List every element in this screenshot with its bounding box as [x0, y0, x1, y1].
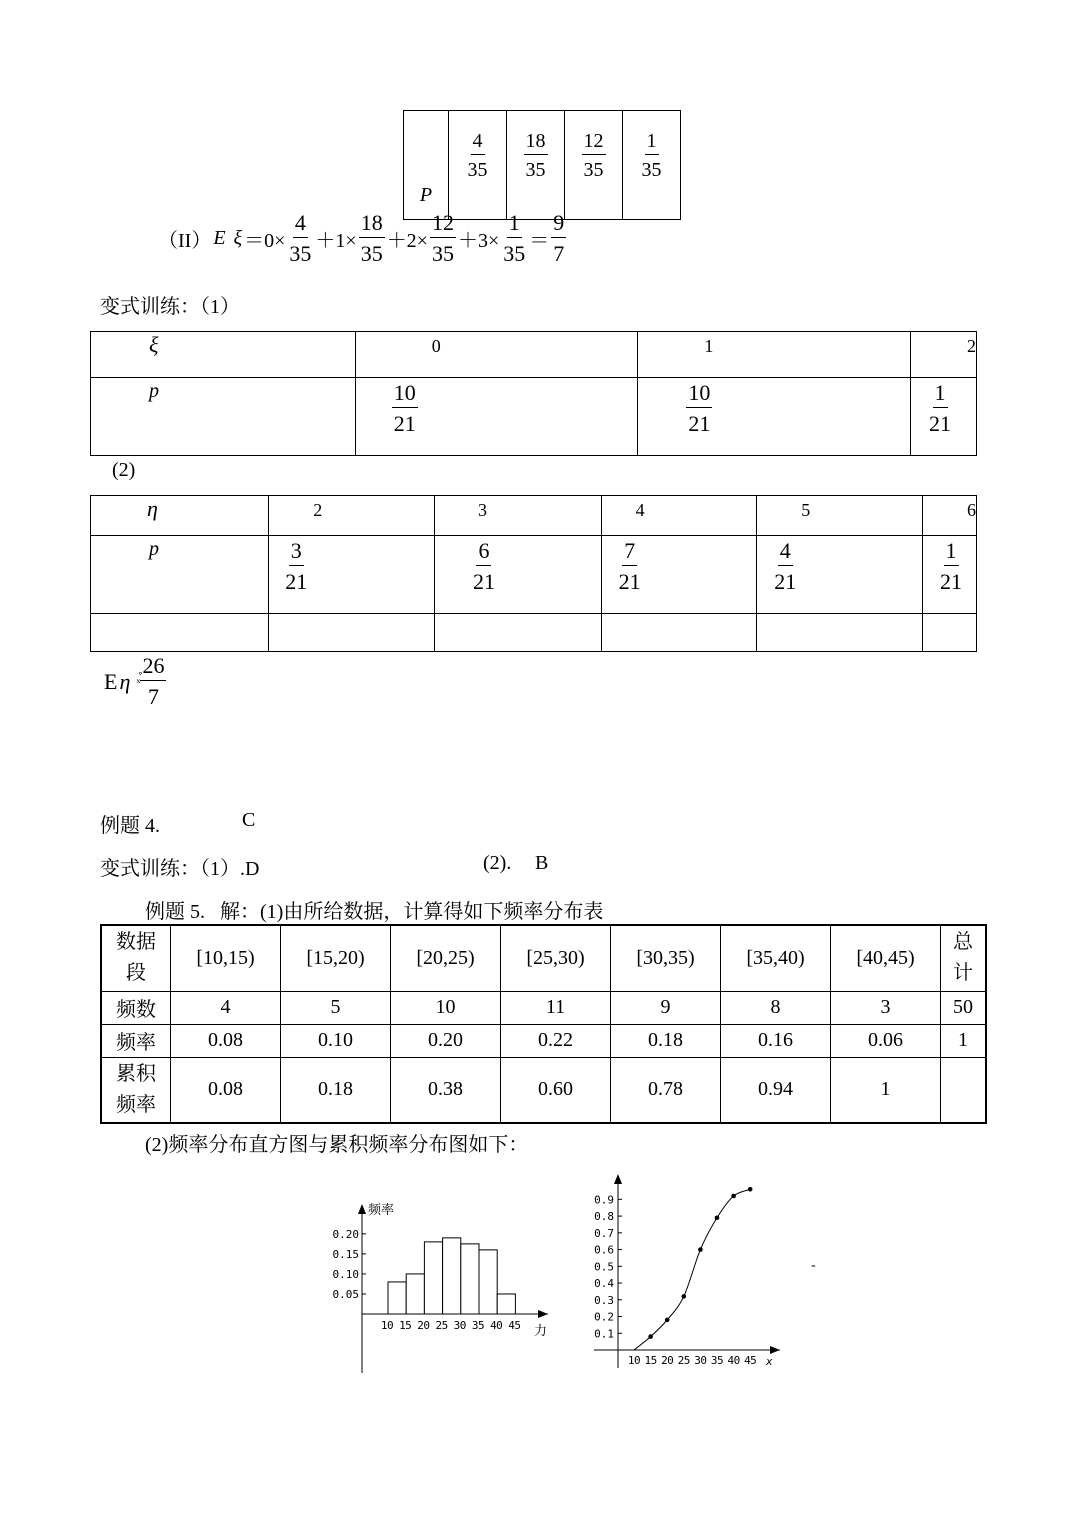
- data-point: [731, 1194, 736, 1199]
- count-cell: 50: [941, 991, 987, 1024]
- p-label: p: [149, 380, 159, 402]
- denominator: 35: [431, 241, 454, 266]
- example4-label: 例题 4.: [100, 815, 160, 837]
- row-label-cell: [101, 1057, 171, 1123]
- numerator: 10: [392, 382, 418, 408]
- numerator: 4: [471, 131, 485, 155]
- total-header-cell: [941, 925, 987, 991]
- histogram-bar: [461, 1244, 479, 1314]
- e-symbol: E: [213, 227, 226, 249]
- freq-cell: 0.20: [391, 1024, 501, 1057]
- denominator: 21: [285, 569, 308, 594]
- fraction-cell: [623, 111, 681, 220]
- part2-label: (2): [112, 459, 136, 481]
- row-label-bottom: 频率: [116, 1093, 156, 1116]
- top-probability-table: [403, 110, 681, 220]
- variant2-answer2: B: [535, 852, 549, 874]
- cum-cell: 1: [831, 1057, 941, 1123]
- fraction: [430, 212, 456, 265]
- fraction: [927, 382, 953, 435]
- y-tick-label: 0.05: [332, 1287, 359, 1301]
- row-label: 频率: [101, 1024, 171, 1057]
- data-point: [665, 1318, 670, 1323]
- fraction-cell: [355, 378, 638, 456]
- numerator: 12: [582, 131, 606, 155]
- y-tick-label: 0.8: [594, 1210, 614, 1224]
- denominator: 35: [360, 241, 383, 266]
- empty-cell: [269, 614, 435, 652]
- x-tick-label: 30: [453, 1319, 466, 1332]
- frequency-table: [100, 924, 987, 1124]
- x-axis-arrow-icon: [770, 1346, 780, 1354]
- fraction-cell: [911, 378, 977, 456]
- value-cell: 0: [355, 332, 638, 378]
- fraction: [772, 540, 798, 593]
- denominator: 21: [472, 569, 495, 594]
- fraction: [501, 212, 527, 265]
- freq-cell: 0.10: [281, 1024, 391, 1057]
- denominator: 21: [618, 569, 641, 594]
- fraction-cell: [434, 536, 601, 614]
- fraction: [524, 131, 548, 180]
- operator: ＋2×: [386, 230, 428, 252]
- e-eta-formula: [104, 655, 166, 708]
- x-tick-label: 20: [661, 1354, 674, 1367]
- numerator: 9: [551, 212, 566, 238]
- fraction: [686, 382, 712, 435]
- count-cell: 5: [281, 991, 391, 1024]
- fraction: [359, 212, 385, 265]
- row-label-top: 累积: [116, 1062, 156, 1085]
- y-tick-label: 0.5: [594, 1260, 614, 1274]
- denominator: 35: [289, 241, 312, 266]
- denominator: 21: [940, 569, 962, 594]
- interval-cell: [35,40): [721, 925, 831, 991]
- numerator: 1: [507, 212, 522, 238]
- y-axis-title: 频率: [368, 1203, 395, 1218]
- count-cell: 8: [721, 991, 831, 1024]
- fraction: [551, 212, 566, 265]
- freq-cell: 0.22: [501, 1024, 611, 1057]
- denominator: 7: [147, 684, 159, 709]
- row-label-cell: [404, 111, 449, 220]
- interval-cell: [40,45): [831, 925, 941, 991]
- x-tick-label: 25: [435, 1319, 448, 1332]
- p-label: p: [149, 538, 159, 560]
- freq-cell: 0.06: [831, 1024, 941, 1057]
- fraction: [287, 212, 313, 265]
- figure-caption: (2)频率分布直方图与累积频率分布图如下：: [145, 1134, 529, 1156]
- x-tick-label: 35: [471, 1319, 485, 1332]
- numerator: 26: [140, 655, 166, 681]
- numerator: 1: [645, 131, 659, 155]
- numerator: 4: [293, 212, 308, 238]
- data-point: [715, 1215, 720, 1220]
- eta-distribution-table: [90, 495, 977, 652]
- fraction-cell: [923, 536, 977, 614]
- empty-cell: [601, 614, 757, 652]
- interval-cell: [20,25): [391, 925, 501, 991]
- x-tick-label: 30: [694, 1354, 707, 1367]
- header-label-cell: [101, 925, 171, 991]
- histogram-bar: [443, 1238, 461, 1314]
- empty-cell: [434, 614, 601, 652]
- numerator: 18: [524, 131, 548, 155]
- value-cell: 6: [923, 496, 977, 536]
- fraction: [582, 131, 606, 180]
- variant1-title: 变式训练：（1）: [100, 296, 240, 318]
- row-label: P: [419, 184, 433, 206]
- interval-cell: [25,30): [501, 925, 611, 991]
- y-tick-label: 0.2: [594, 1310, 614, 1324]
- x-tick-label: 35: [710, 1354, 724, 1367]
- x-tick-label: 45: [744, 1354, 757, 1367]
- y-tick-label: 0.6: [594, 1243, 614, 1257]
- numerator: 10: [686, 382, 712, 408]
- x-axis-title: x: [766, 1355, 773, 1368]
- xi-distribution-table: [90, 331, 977, 456]
- operator: ＝: [529, 230, 550, 252]
- expectation-formula: [158, 212, 566, 265]
- numerator: 3: [289, 540, 304, 566]
- denominator: 21: [393, 411, 416, 436]
- fraction: [640, 131, 664, 180]
- fraction-cell: [565, 111, 623, 220]
- operator: ＋3×: [457, 230, 500, 252]
- interval-cell: [30,35): [611, 925, 721, 991]
- x-tick-label: 15: [644, 1354, 657, 1367]
- count-cell: 9: [611, 991, 721, 1024]
- histogram-bar: [388, 1282, 406, 1314]
- freq-cell: 0.16: [721, 1024, 831, 1057]
- numerator: 18: [359, 212, 385, 238]
- cum-cell: 0.94: [721, 1057, 831, 1123]
- value-cell: 1: [638, 332, 911, 378]
- empty-cell: [757, 614, 923, 652]
- fraction: [617, 540, 643, 593]
- xi-label-cell: [91, 332, 356, 378]
- total-label-bottom: 计: [953, 962, 973, 985]
- count-cell: 4: [171, 991, 281, 1024]
- header-label-top: 数据: [116, 931, 156, 954]
- interval-cell: [10,15): [171, 925, 281, 991]
- fraction: [466, 131, 490, 180]
- x-tick-label: 40: [490, 1319, 503, 1332]
- histogram-bar: [406, 1274, 424, 1314]
- freq-cell: 0.08: [171, 1024, 281, 1057]
- data-point: [682, 1294, 687, 1299]
- y-tick-label: 0.9: [594, 1193, 614, 1207]
- e-symbol: E: [104, 668, 118, 694]
- data-point: [748, 1187, 753, 1192]
- value-cell: 2: [911, 332, 977, 378]
- x-tick-label: 10: [627, 1354, 641, 1367]
- numerator: 4: [778, 540, 793, 566]
- interval-cell: [15,20): [281, 925, 391, 991]
- denominator: 35: [467, 158, 488, 181]
- operator: ＝0×: [244, 230, 286, 252]
- denominator: 21: [688, 411, 711, 436]
- xi-label: ξ: [149, 332, 159, 357]
- x-tick-label: 10: [380, 1319, 394, 1332]
- denominator: 35: [641, 158, 662, 181]
- numerator: 6: [476, 540, 491, 566]
- denominator: 21: [929, 411, 951, 436]
- cum-cell: 0.18: [281, 1057, 391, 1123]
- y-axis-arrow-icon: [358, 1204, 366, 1214]
- freq-cell: 1: [941, 1024, 987, 1057]
- denominator: 35: [525, 158, 546, 181]
- value-cell: 2: [269, 496, 435, 536]
- y-tick-label: 0.4: [594, 1277, 614, 1291]
- x-axis-arrow-icon: [538, 1310, 548, 1318]
- value-cell: 3: [434, 496, 601, 536]
- cumulative-curve: [634, 1189, 750, 1350]
- operator: ＋1×: [315, 230, 357, 252]
- fraction: [140, 655, 166, 708]
- part-label: （II）: [158, 230, 212, 252]
- numerator: 1: [933, 382, 948, 408]
- cum-cell: [941, 1057, 987, 1123]
- stray-mark: -: [811, 1258, 816, 1273]
- total-label-top: 总: [953, 931, 973, 954]
- y-tick-label: 0.15: [332, 1247, 359, 1261]
- fraction-cell: [601, 536, 757, 614]
- xi-symbol: ξ: [233, 227, 243, 249]
- fraction-cell: [757, 536, 923, 614]
- denominator: 7: [553, 241, 565, 266]
- x-tick-label: 15: [399, 1319, 412, 1332]
- y-tick-label: 0.3: [594, 1293, 614, 1307]
- count-cell: 10: [391, 991, 501, 1024]
- variant2-part2: (2).: [483, 852, 512, 874]
- freq-cell: 0.18: [611, 1024, 721, 1057]
- numerator: 12: [430, 212, 456, 238]
- fraction-cell: [507, 111, 565, 220]
- denominator: 21: [774, 569, 797, 594]
- x-tick-label: 40: [727, 1354, 740, 1367]
- numerator: 7: [622, 540, 637, 566]
- empty-cell: [923, 614, 977, 652]
- fraction-cell: [449, 111, 507, 220]
- row-label: 频数: [101, 991, 171, 1024]
- value-cell: 4: [601, 496, 757, 536]
- denominator: 35: [583, 158, 604, 181]
- data-point: [698, 1247, 703, 1252]
- fraction-cell: [638, 378, 911, 456]
- histogram-bar: [479, 1250, 497, 1314]
- x-tick-label: 45: [508, 1319, 521, 1332]
- eta-label: η: [147, 496, 158, 521]
- denominator: 35: [503, 241, 526, 266]
- value-cell: 5: [757, 496, 923, 536]
- x-tick-label: 20: [417, 1319, 430, 1332]
- x-tick-label: 25: [677, 1354, 690, 1367]
- count-cell: 3: [831, 991, 941, 1024]
- y-tick-label: 0.10: [332, 1267, 359, 1281]
- y-axis-arrow-icon: [614, 1174, 622, 1184]
- histogram-bar: [497, 1294, 515, 1314]
- cum-cell: 0.78: [611, 1057, 721, 1123]
- cum-cell: 0.08: [171, 1057, 281, 1123]
- example5-intro: 例题 5. 解：(1)由所给数据，计算得如下频率分布表: [145, 901, 604, 923]
- data-point: [648, 1334, 653, 1339]
- cumulative-frequency-chart: [580, 1170, 790, 1375]
- y-tick-label: 0.1: [594, 1327, 614, 1341]
- eta-symbol: η: [119, 668, 131, 694]
- fraction: [471, 540, 497, 593]
- count-cell: 11: [501, 991, 611, 1024]
- p-label-cell: [91, 536, 269, 614]
- variant2-label: 变式训练：（1）.D: [100, 858, 260, 880]
- approx-mark: ₓ̊: [136, 670, 141, 686]
- histogram-bar: [424, 1242, 442, 1314]
- cum-cell: 0.60: [501, 1057, 611, 1123]
- y-tick-label: 0.7: [594, 1226, 614, 1240]
- header-label-bottom: 段: [126, 962, 146, 985]
- fraction: [283, 540, 309, 593]
- frequency-histogram: [310, 1190, 560, 1380]
- fraction: [392, 382, 418, 435]
- example4-answer: C: [242, 809, 256, 831]
- p-label-cell: [91, 378, 356, 456]
- empty-cell: [91, 614, 269, 652]
- eta-label-cell: [91, 496, 269, 536]
- fraction: [938, 540, 964, 593]
- cum-cell: 0.38: [391, 1057, 501, 1123]
- numerator: 1: [944, 540, 959, 566]
- fraction-cell: [269, 536, 435, 614]
- y-tick-label: 0.20: [332, 1227, 359, 1241]
- x-axis-title: 力: [534, 1324, 548, 1339]
